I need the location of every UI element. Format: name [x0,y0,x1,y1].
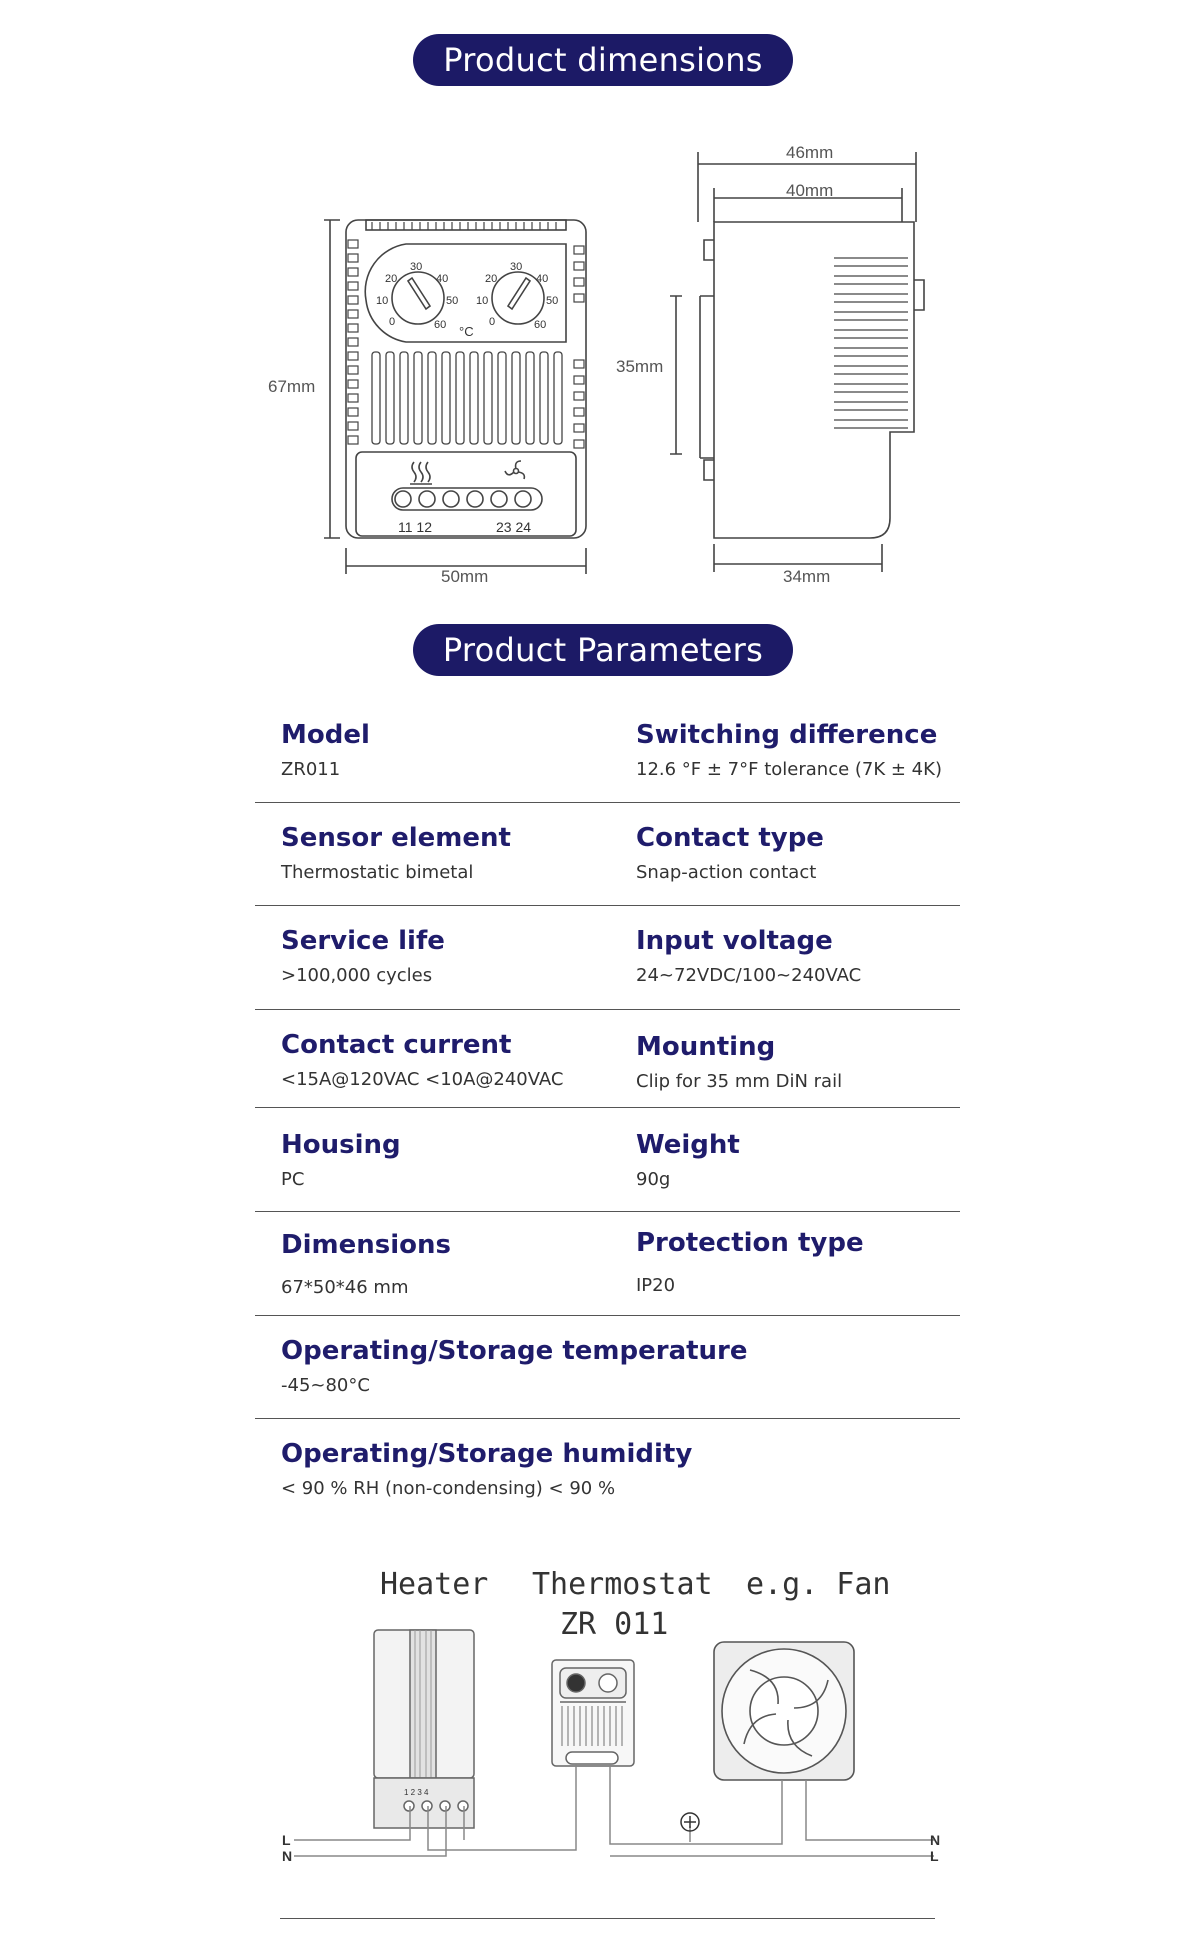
param-value: 12.6 °F ± 7°F tolerance (7K ± 4K) [636,759,942,780]
side-depth-label: 34mm [783,567,831,586]
param-value: 90g [636,1169,671,1190]
param-cell [281,1334,748,1398]
bottom-divider [280,1918,935,1919]
dimension-drawing [0,0,1200,600]
param-cell [281,821,511,885]
svg-text:30: 30 [410,261,423,273]
param-value: -45~80°C [281,1375,370,1396]
svg-text:0: 0 [389,316,396,328]
param-row [255,1316,960,1419]
heater-label: Heater [380,1567,489,1602]
param-cell [636,1030,842,1094]
terminal-block [356,452,576,536]
heat-icon [412,462,430,482]
param-cell [281,1228,451,1300]
param-row [255,700,960,803]
thermostat-label: Thermostat [532,1567,713,1602]
right-line-label-top: N [930,1832,941,1848]
param-value: 24~72VDC/100~240VAC [636,965,862,986]
wiring-diagram [0,1530,1200,1940]
svg-text:°C: °C [459,324,474,339]
param-value: <15A@120VAC <10A@240VAC [281,1069,564,1090]
param-label: Dimensions [281,1230,451,1260]
param-value: ZR011 [281,759,341,780]
param-cell [636,821,824,885]
svg-text:0: 0 [489,316,496,328]
thermostat-model-label: ZR 011 [560,1607,669,1642]
param-cell [281,924,445,988]
param-value: PC [281,1169,305,1190]
svg-text:10: 10 [376,295,389,307]
svg-text:60: 60 [534,319,547,331]
param-row [255,1212,960,1316]
param-label: Contact type [636,823,824,853]
param-label: Service life [281,926,445,956]
param-row [255,1010,960,1108]
section-title-parameters: Product Parameters [413,624,793,676]
param-label: Contact current [281,1030,512,1060]
svg-text:10: 10 [476,295,489,307]
side-rail-label: 35mm [616,357,664,376]
param-cell [636,718,942,782]
right-line-label-bottom: L [930,1848,939,1864]
param-cell [636,1226,864,1298]
param-label: Weight [636,1130,740,1160]
param-cell [636,1128,740,1192]
param-value: 67*50*46 mm [281,1277,409,1298]
param-row [255,803,960,906]
param-label: Operating/Storage temperature [281,1336,748,1366]
param-row [255,1419,960,1519]
param-cell [636,924,861,988]
param-label: Switching difference [636,720,938,750]
section-title-dimensions: Product dimensions [413,34,793,86]
param-value: < 90 % RH (non-condensing) < 90 % [281,1478,616,1499]
param-cell [281,1128,401,1192]
svg-text:23 24: 23 24 [496,519,532,535]
param-cell [281,1028,564,1092]
svg-text:60: 60 [434,319,447,331]
front-height-label: 67mm [268,377,316,396]
param-label: Housing [281,1130,401,1160]
svg-text:50: 50 [546,295,559,307]
svg-text:30: 30 [510,261,523,273]
front-width-label: 50mm [441,567,489,586]
fan-icon [505,461,524,479]
param-label: Sensor element [281,823,511,853]
side-inner-width-label: 40mm [786,181,834,200]
svg-text:40: 40 [536,273,549,285]
param-value: IP20 [636,1275,676,1296]
param-row [255,906,960,1010]
heater-device [374,1630,474,1828]
param-value: Snap-action contact [636,862,817,883]
front-view-body [346,220,586,538]
svg-text:1 2 3 4: 1 2 3 4 [404,1788,429,1797]
param-label: Mounting [636,1032,776,1062]
side-top-width-label: 46mm [786,143,834,162]
fan-device [714,1642,854,1780]
param-row [255,1108,960,1212]
svg-text:20: 20 [385,273,398,285]
param-label: Protection type [636,1228,864,1258]
svg-text:11 12: 11 12 [398,519,432,535]
thermostat-device [552,1660,634,1766]
param-value: >100,000 cycles [281,965,433,986]
svg-text:20: 20 [485,273,498,285]
param-label: Operating/Storage humidity [281,1439,693,1469]
left-line-label-top: L [282,1832,291,1848]
param-label: Input voltage [636,926,833,956]
svg-text:40: 40 [436,273,449,285]
fan-label: e.g. Fan [746,1567,891,1602]
parameters-table [255,700,960,1519]
param-value: Thermostatic bimetal [281,862,474,883]
param-value: Clip for 35 mm DiN rail [636,1071,843,1092]
svg-text:50: 50 [446,295,459,307]
param-cell [281,1437,692,1501]
param-cell [281,718,370,782]
param-label: Model [281,720,370,750]
side-view-body [714,222,914,538]
left-line-label-bottom: N [282,1848,293,1864]
